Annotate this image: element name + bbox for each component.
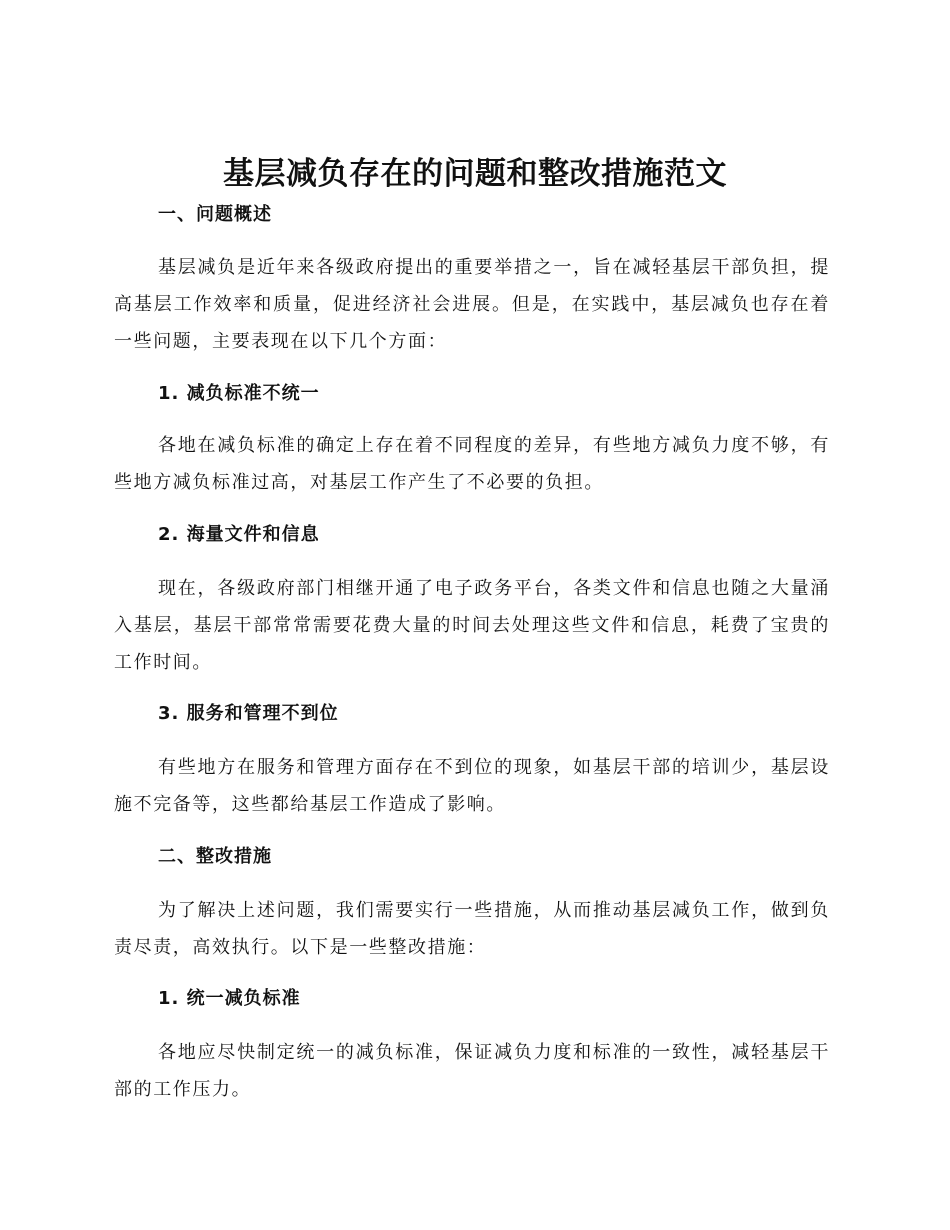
subheading-service: 3. 服务和管理不到位	[158, 703, 339, 724]
subheading-unify-standards: 1. 统一减负标准	[158, 988, 301, 1009]
subheading-documents: 2. 海量文件和信息	[158, 524, 320, 545]
section-heading-measures: 二、整改措施	[158, 846, 272, 867]
documents-paragraph: 现在，各级政府部门相继开通了电子政务平台，各类文件和信息也随之大量涌入基层，基层干部常常需要花费大量的时间去处理这些文件和信息，耗费了宝贵的工作时间。	[114, 578, 830, 673]
measures-paragraph: 为了解决上述问题，我们需要实行一些措施，从而推动基层减负工作，做到负责尽责，高效执行。以下是一些整改措施：	[114, 900, 830, 958]
service-paragraph: 有些地方在服务和管理方面存在不到位的现象，如基层干部的培训少，基层设施不完备等，这些都给基层工作造成了影响。	[114, 757, 830, 815]
overview-paragraph: 基层减负是近年来各级政府提出的重要举措之一，旨在减轻基层干部负担，提高基层工作效率和质量，促进经济社会进展。但是，在实践中，基层减负也存在着一些问题，主要表现在以下几个方面：	[114, 257, 830, 352]
standards-paragraph: 各地在减负标准的确定上存在着不同程度的差异，有些地方减负力度不够，有些地方减负标准过高，对基层工作产生了不必要的负担。	[114, 435, 830, 493]
subheading-standards: 1. 减负标准不统一	[158, 383, 320, 404]
section-heading-overview: 一、问题概述	[158, 204, 272, 225]
document-title: 基层减负存在的问题和整改措施范文	[223, 156, 727, 192]
unify-standards-paragraph: 各地应尽快制定统一的减负标准，保证减负力度和标准的一致性，减轻基层干部的工作压力。	[114, 1042, 830, 1100]
